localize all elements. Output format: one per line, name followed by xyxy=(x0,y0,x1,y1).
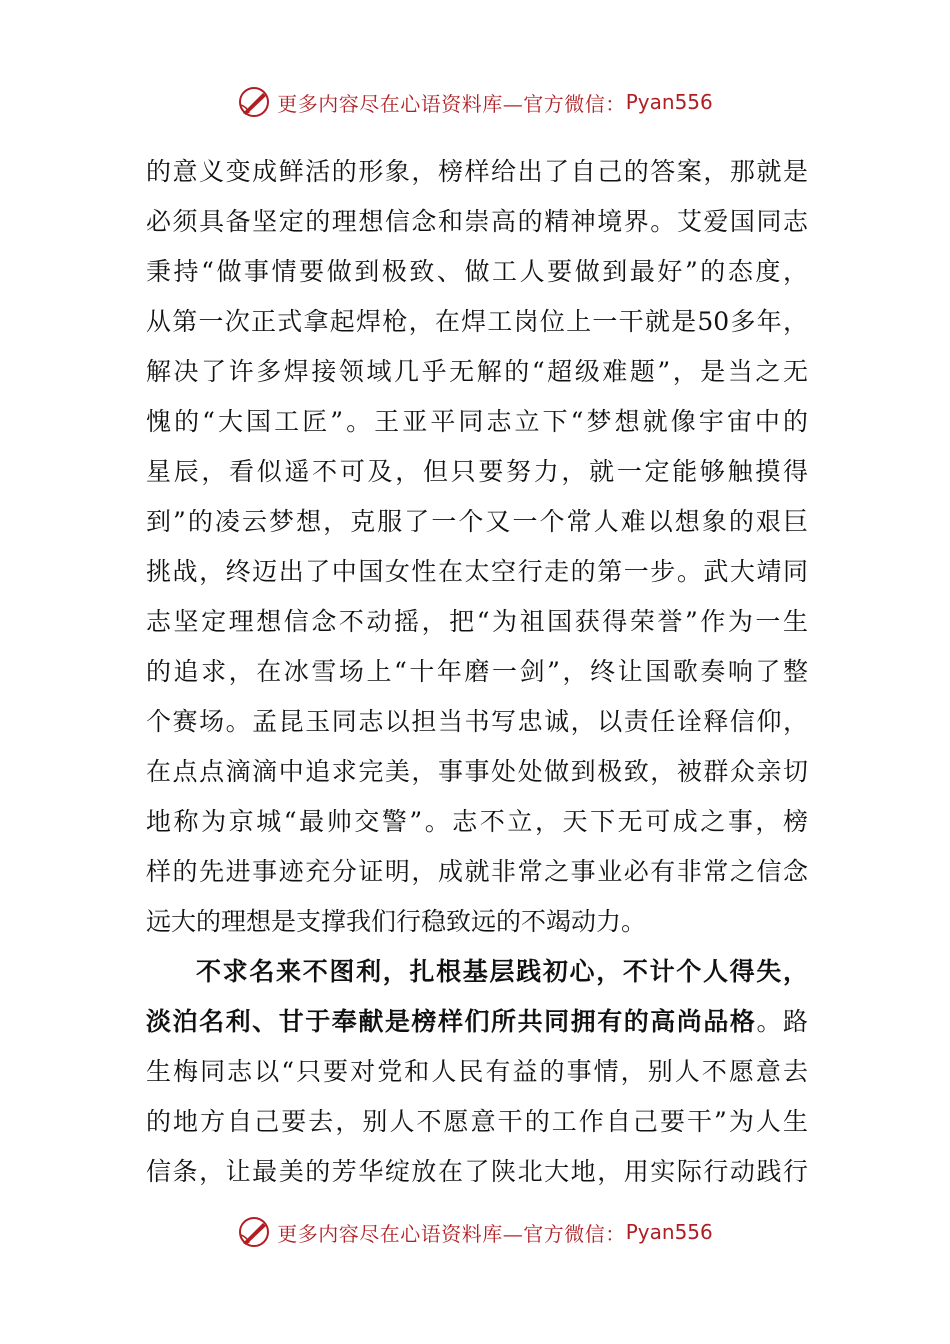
text-line: 信条，让最美的芳华绽放在了陕北大地，用实际行动践行 xyxy=(146,1157,808,1186)
text-line: 志坚定理想信念不动摇，把“为祖国获得荣誉”作为一生 xyxy=(146,607,808,636)
text-line: 样的先进事迹充分证明，成就非常之事业必有非常之信念 xyxy=(146,857,808,886)
text-line: 远大的理想是支撑我们行稳致远的不竭动力。 xyxy=(146,907,647,936)
text-line: 秉持“做事情要做到极致、做工人要做到最好”的态度， xyxy=(146,257,808,286)
banner-text: 更多内容尽在心语资料库—官方微信： xyxy=(277,1221,626,1246)
bold-heading-line: 不求名来不图利，扎根基层践初心，不计个人得失， xyxy=(196,957,808,986)
text-line-mixed xyxy=(146,997,808,1047)
text-line: 地称为京城“最帅交警”。志不立，天下无可成之事，榜 xyxy=(146,807,808,836)
text-line: 个赛场。孟昆玉同志以担当书写忠诚，以责任诠释信仰， xyxy=(146,707,808,736)
document-body xyxy=(146,147,808,1197)
text-line: 愧的“大国工匠”。王亚平同志立下“梦想就像宇宙中的 xyxy=(146,407,808,436)
bold-heading-text: 淡泊名利、甘于奉献是榜样们所共同拥有的高尚品格 xyxy=(146,1007,757,1036)
text-line: 必须具备坚定的理想信念和崇高的精神境界。艾爱国同志 xyxy=(146,207,808,236)
text-line: 星辰，看似遥不可及，但只要努力，就一定能够触摸得 xyxy=(146,457,808,486)
quill-pen-logo-icon xyxy=(237,85,271,119)
text-line: 挑战，终迈出了中国女性在太空行走的第一步。武大靖同 xyxy=(146,557,808,586)
wechat-id: Pyan556 xyxy=(625,90,713,114)
text-line: 从第一次正式拿起焊枪，在焊工岗位上一干就是50多年， xyxy=(146,307,808,336)
wechat-id: Pyan556 xyxy=(625,1220,713,1244)
text-line: 解决了许多焊接领域几乎无解的“超级难题”，是当之无 xyxy=(146,357,808,386)
banner-text: 更多内容尽在心语资料库—官方微信： xyxy=(277,91,626,116)
header-banner xyxy=(0,82,950,122)
quill-pen-logo-icon xyxy=(237,1215,271,1249)
text-line: 生梅同志以“只要对党和人民有益的事情，别人不愿意去 xyxy=(146,1057,808,1086)
text-line: 在点点滴滴中追求完美，事事处处做到极致，被群众亲切 xyxy=(146,757,808,786)
text-continuation: 。路 xyxy=(756,1007,808,1036)
text-line: 的追求，在冰雪场上“十年磨一剑”，终让国歌奏响了整 xyxy=(146,657,808,686)
text-line: 的地方自己要去，别人不愿意干的工作自己要干”为人生 xyxy=(146,1107,808,1136)
text-line: 的意义变成鲜活的形象，榜样给出了自己的答案，那就是 xyxy=(146,157,808,186)
text-line: 到”的凌云梦想，克服了一个又一个常人难以想象的艰巨 xyxy=(146,507,808,536)
footer-banner xyxy=(0,1212,950,1252)
